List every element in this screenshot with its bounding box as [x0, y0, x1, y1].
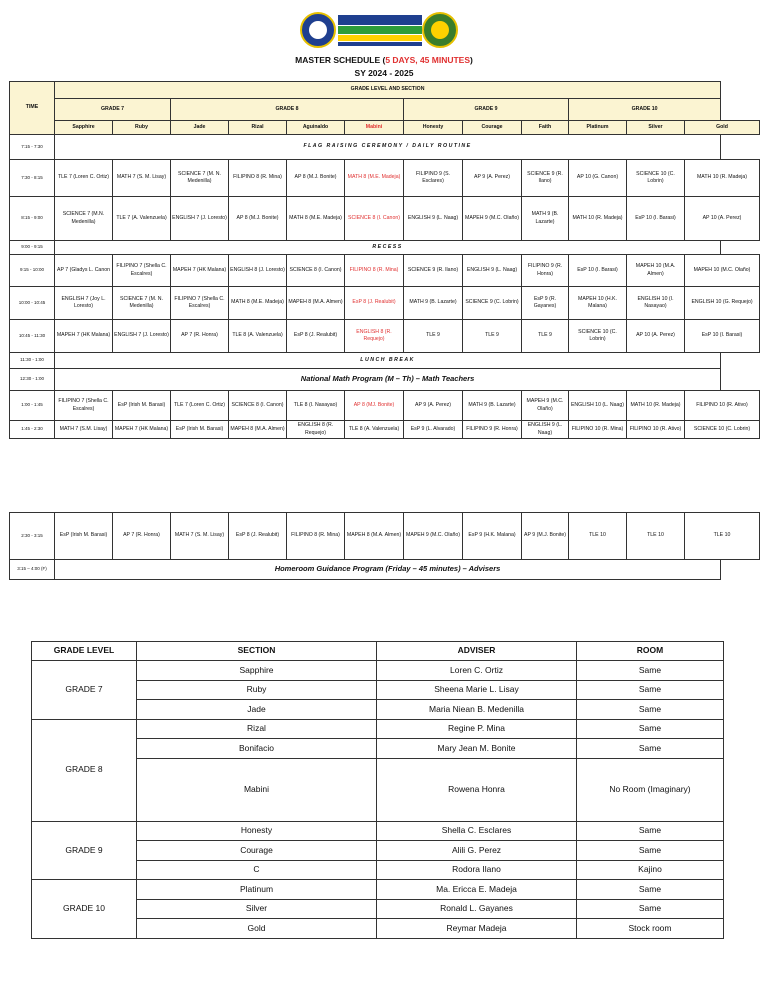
advisers-table [31, 641, 724, 939]
class-cell: FILIPINO 8 (R. Mina) [287, 513, 345, 560]
grade-level-cell: GRADE 8 [32, 719, 137, 821]
section-header: Silver [627, 121, 685, 135]
adviser-row [32, 719, 724, 739]
section-header: Aguinaldo [287, 121, 345, 135]
grade-header: GRADE 9 [404, 99, 569, 121]
schedule-row [10, 287, 760, 320]
class-cell: EsP 8 (J. Realubit) [287, 320, 345, 353]
class-cell: ENGLISH 8 (J. Loresto) [229, 255, 287, 287]
adviser-column-header: SECTION [137, 642, 377, 661]
class-cell: MATH 9 (B. Lazarte) [404, 287, 463, 320]
master-schedule-table [9, 81, 760, 439]
class-cell: EsP 10 (I. Barasi) [685, 320, 760, 353]
room-cell: Stock room [577, 919, 724, 939]
adviser-row [32, 821, 724, 841]
grade-level-cell: GRADE 10 [32, 880, 137, 939]
adviser-cell: Mary Jean M. Bonite [377, 739, 577, 759]
banner-cell: LUNCH BREAK [55, 353, 721, 369]
schedule-row [10, 560, 760, 580]
class-cell: EsP 8 (J. Realubit) [345, 287, 404, 320]
class-cell: ENGLISH 10 (I. Nasayao) [627, 287, 685, 320]
class-cell: FILIPINO 9 (S. Esclares) [404, 160, 463, 197]
adviser-column-header: ADVISER [377, 642, 577, 661]
time-slot: 7:30 - 8:15 [10, 160, 55, 197]
class-cell: FILIPINO 7 (Shella C. Escalres) [55, 391, 113, 421]
class-cell: SCIENCE 9 (R. Ilano) [404, 255, 463, 287]
schedule-row [10, 391, 760, 421]
adviser-cell: Maria Niean B. Medenilla [377, 700, 577, 720]
class-cell: AP 10 (G. Canon) [569, 160, 627, 197]
adviser-cell: Regine P. Mina [377, 719, 577, 739]
school-year: SY 2024 - 2025 [354, 68, 414, 78]
class-cell: ENGLISH 9 (L. Naag) [463, 255, 522, 287]
schedule-row [10, 241, 760, 255]
schedule-row [10, 255, 760, 287]
class-cell: SCIENCE 7 (M. N. Medenilla) [171, 160, 229, 197]
class-cell: ENGLISH 10 (L. Naag) [569, 391, 627, 421]
section-cell: Ruby [137, 680, 377, 700]
class-cell: EsP 9 (L. Alvarado) [404, 421, 463, 439]
time-slot: 1:45 - 2:30 [10, 421, 55, 439]
time-slot: 2:30 - 3:15 [10, 513, 55, 560]
class-cell: MATH 7 (S. M. Lisay) [113, 160, 171, 197]
adviser-column-header: GRADE LEVEL [32, 642, 137, 661]
room-cell: Same [577, 821, 724, 841]
room-cell: Same [577, 661, 724, 681]
class-cell: TLE 9 [522, 320, 569, 353]
class-cell: TLE 7 (Loren C. Ortiz) [171, 391, 229, 421]
time-header: TIME [10, 82, 55, 135]
class-cell: MATH 7 (S. M. Lisay) [171, 513, 229, 560]
class-cell: MATH 10 (R. Madeja) [685, 160, 760, 197]
adviser-cell: Loren C. Ortiz [377, 661, 577, 681]
room-cell: No Room (Imaginary) [577, 758, 724, 821]
class-cell: TLE 9 [463, 320, 522, 353]
class-cell: FILIPINO 9 (R. Honra) [522, 255, 569, 287]
section-header: Courage [463, 121, 522, 135]
class-cell: SCIENCE 8 (I. Canon) [229, 391, 287, 421]
class-cell: AP 7 (R. Honra) [171, 320, 229, 353]
adviser-cell: Shella C. Esclares [377, 821, 577, 841]
section-cell: Honesty [137, 821, 377, 841]
section-cell: Silver [137, 899, 377, 919]
class-cell: FILIPINO 10 (R. Ativo) [685, 391, 760, 421]
class-cell: TLE 8 (I. Nasayao) [287, 391, 345, 421]
class-cell: FILIPINO 7 (Shella C. Escalres) [171, 287, 229, 320]
class-cell: ENGLISH 9 (L. Naag) [522, 421, 569, 439]
adviser-row [32, 880, 724, 900]
room-cell: Same [577, 841, 724, 861]
class-cell: MATH 8 (M.E. Madeja) [345, 160, 404, 197]
class-cell: ENGLISH 7 (J. Loresto) [113, 320, 171, 353]
schedule-row [10, 369, 760, 391]
class-cell: TLE 7 (Loren C. Ortiz) [55, 160, 113, 197]
banner-cell: Homeroom Guidance Program (Friday – 45 minutes) – Advisers [55, 560, 721, 580]
time-slot: 9:15 - 10:00 [10, 255, 55, 287]
section-cell: Gold [137, 919, 377, 939]
class-cell: MATH 7 (S.M. Lisay) [55, 421, 113, 439]
class-cell: FILIPINO 10 (R. Mina) [569, 421, 627, 439]
class-cell: SCIENCE 8 (I. Canon) [287, 255, 345, 287]
class-cell: ENGLISH 8 (R. Requejo) [345, 320, 404, 353]
class-cell: TLE 8 (A. Valenzuela) [345, 421, 404, 439]
page-title: MASTER SCHEDULE (5 DAYS, 45 MINUTES) [295, 55, 473, 65]
class-cell: AP 7 (Gladys L. Canon [55, 255, 113, 287]
class-cell: SCIENCE 10 (C. Lobrin) [569, 320, 627, 353]
class-cell: MAPEH 9 (M.C. Olaño) [522, 391, 569, 421]
class-cell: FILIPINO 7 (Shella C. Escalres) [113, 255, 171, 287]
adviser-cell: Ronald L. Gayanes [377, 899, 577, 919]
class-cell: MATH 10 (R. Madeja) [569, 197, 627, 241]
time-slot: 10:45 - 11:30 [10, 320, 55, 353]
class-cell: MAPEH 7 (HK Malana) [171, 255, 229, 287]
class-cell: AP 9 (M.J. Bonite) [522, 513, 569, 560]
class-cell: MAPEH 7 (HK Malana) [55, 320, 113, 353]
adviser-cell: Rodora Ilano [377, 860, 577, 880]
grade-level-cell: GRADE 9 [32, 821, 137, 880]
class-cell: EsP 10 (I. Barasi) [627, 197, 685, 241]
time-slot: 11:30 - 1:00 [10, 353, 55, 369]
class-cell: TLE 8 (A. Valenzuela) [229, 320, 287, 353]
adviser-cell: Sheena Marie L. Lisay [377, 680, 577, 700]
section-header: Jade [171, 121, 229, 135]
class-cell: ENGLISH 9 (L. Naag) [404, 197, 463, 241]
section-header: Faith [522, 121, 569, 135]
class-cell: SCIENCE 7 (M. N. Medenilla) [113, 287, 171, 320]
adviser-cell: Ma. Ericca E. Madeja [377, 880, 577, 900]
master-schedule-table-continued [9, 512, 760, 580]
class-cell: AP 8 (M.J. Bonite) [287, 160, 345, 197]
class-cell: FILIPINO 8 (R. Mina) [229, 160, 287, 197]
banner-cell: FLAG RAISING CEREMONY / DAILY ROUTINE [55, 135, 721, 160]
class-cell: TLE 10 [569, 513, 627, 560]
class-cell: TLE 10 [685, 513, 760, 560]
time-slot: 8:15 - 9:00 [10, 197, 55, 241]
grade-level-section-header: GRADE LEVEL AND SECTION [55, 82, 721, 99]
schedule-row [10, 421, 760, 439]
class-cell: TLE 7 (A. Valenzuela) [113, 197, 171, 241]
banner-cell: RECESS [55, 241, 721, 255]
section-cell: Courage [137, 841, 377, 861]
class-cell: ENGLISH 7 (J. Loresto) [171, 197, 229, 241]
class-cell: AP 8 (MJ. Bonite) [345, 391, 404, 421]
class-cell: AP 10 (A. Perez) [685, 197, 760, 241]
class-cell: MAPEH 10 (H.K. Malana) [569, 287, 627, 320]
class-cell: TLE 9 [404, 320, 463, 353]
class-cell: MATH 8 (M.E. Madeja) [287, 197, 345, 241]
room-cell: Same [577, 700, 724, 720]
class-cell: SCIENCE 9 (R. Ilano) [522, 160, 569, 197]
grade-level-cell: GRADE 7 [32, 661, 137, 720]
class-cell: TLE 10 [627, 513, 685, 560]
class-cell: ENGLISH 8 (R. Requejo) [287, 421, 345, 439]
time-slot: 10:00 - 10:45 [10, 287, 55, 320]
class-cell: AP 9 (A. Perez) [463, 160, 522, 197]
room-cell: Same [577, 680, 724, 700]
section-cell: C [137, 860, 377, 880]
schedule-row [10, 197, 760, 241]
section-header: Ruby [113, 121, 171, 135]
deped-school-logo [300, 10, 460, 50]
schedule-row [10, 320, 760, 353]
time-slot: 9:00 - 9:15 [10, 241, 55, 255]
section-header: Platinum [569, 121, 627, 135]
time-slot: 3:15 – 4:00 (F) [10, 560, 55, 580]
class-cell: AP 8 (M.J. Bonite) [229, 197, 287, 241]
class-cell: EsP 9 (R. Gayanes) [522, 287, 569, 320]
time-slot: 1:00 - 1:45 [10, 391, 55, 421]
class-cell: EsP 8 (J. Realubit) [229, 513, 287, 560]
class-cell: MAPEH 8 (M.A. Almen) [287, 287, 345, 320]
class-cell: MAPEH 10 (M.A. Almen) [627, 255, 685, 287]
class-cell: MAPEH 9 (M.C. Olaño) [463, 197, 522, 241]
section-header: Honesty [404, 121, 463, 135]
class-cell: SCIENCE 9 (C. Lobrin) [463, 287, 522, 320]
adviser-cell: Reymar Madeja [377, 919, 577, 939]
schedule-row [10, 513, 760, 560]
class-cell: EsP (Irish M. Barasi) [113, 391, 171, 421]
class-cell: AP 9 (A. Perez) [404, 391, 463, 421]
section-header: Gold [685, 121, 760, 135]
room-cell: Same [577, 739, 724, 759]
adviser-column-header: ROOM [577, 642, 724, 661]
class-cell: MAPEH 8 (M.A. Almen) [229, 421, 287, 439]
room-cell: Kajino [577, 860, 724, 880]
class-cell: EsP 9 (H.K. Malana) [463, 513, 522, 560]
adviser-row [32, 661, 724, 681]
class-cell: MAPEH 10 (M.C. Olaño) [685, 255, 760, 287]
section-cell: Platinum [137, 880, 377, 900]
section-cell: Jade [137, 700, 377, 720]
class-cell: EsP 10 (I. Barasi) [569, 255, 627, 287]
adviser-cell: Rowena Honra [377, 758, 577, 821]
adviser-cell: Alili G. Perez [377, 841, 577, 861]
class-cell: MATH 10 (R. Madeja) [627, 391, 685, 421]
class-cell: MATH 8 (M.E. Madeja) [229, 287, 287, 320]
section-cell: Mabini [137, 758, 377, 821]
room-cell: Same [577, 880, 724, 900]
class-cell: AP 7 (R. Honra) [113, 513, 171, 560]
grade-header: GRADE 10 [569, 99, 721, 121]
class-cell: FILIPINO 8 (R. Mina) [345, 255, 404, 287]
room-cell: Same [577, 719, 724, 739]
banner-cell: National Math Program (M – Th) – Math Teachers [55, 369, 721, 391]
class-cell: MAPEH 9 (M.C. Olaño) [404, 513, 463, 560]
class-cell: SCIENCE 8 (I. Canon) [345, 197, 404, 241]
class-cell: EsP (Irish M. Barasi) [55, 513, 113, 560]
section-cell: Rizal [137, 719, 377, 739]
class-cell: ENGLISH 7 (Joy L. Loresto) [55, 287, 113, 320]
time-slot: 7:15 - 7:30 [10, 135, 55, 160]
class-cell: EsP (Irish M. Barasi) [171, 421, 229, 439]
section-header: Rizal [229, 121, 287, 135]
grade-header: GRADE 8 [171, 99, 404, 121]
class-cell: MATH 9 (B. Lazarte) [522, 197, 569, 241]
section-cell: Bonifacio [137, 739, 377, 759]
time-slot: 12:30 - 1:00 [10, 369, 55, 391]
class-cell: MAPEH 8 (M.A. Almen) [345, 513, 404, 560]
room-cell: Same [577, 899, 724, 919]
schedule-row [10, 353, 760, 369]
class-cell: MATH 9 (B. Lazarte) [463, 391, 522, 421]
section-header: Mabini [345, 121, 404, 135]
class-cell: FILIPINO 9 (R. Honra) [463, 421, 522, 439]
class-cell: SCIENCE 10 (C. Lobrin) [627, 160, 685, 197]
class-cell: ENGLISH 10 (G. Requejo) [685, 287, 760, 320]
section-cell: Sapphire [137, 661, 377, 681]
class-cell: SCIENCE 10 (C. Lobrin) [685, 421, 760, 439]
class-cell: SCIENCE 7 (M.N. Medenilla) [55, 197, 113, 241]
class-cell: MAPEH 7 (HK Malana) [113, 421, 171, 439]
schedule-row [10, 160, 760, 197]
grade-header: GRADE 7 [55, 99, 171, 121]
class-cell: FILIPINO 10 (R. Ativo) [627, 421, 685, 439]
section-header: Sapphire [55, 121, 113, 135]
schedule-row [10, 135, 760, 160]
class-cell: AP 10 (A. Perez) [627, 320, 685, 353]
